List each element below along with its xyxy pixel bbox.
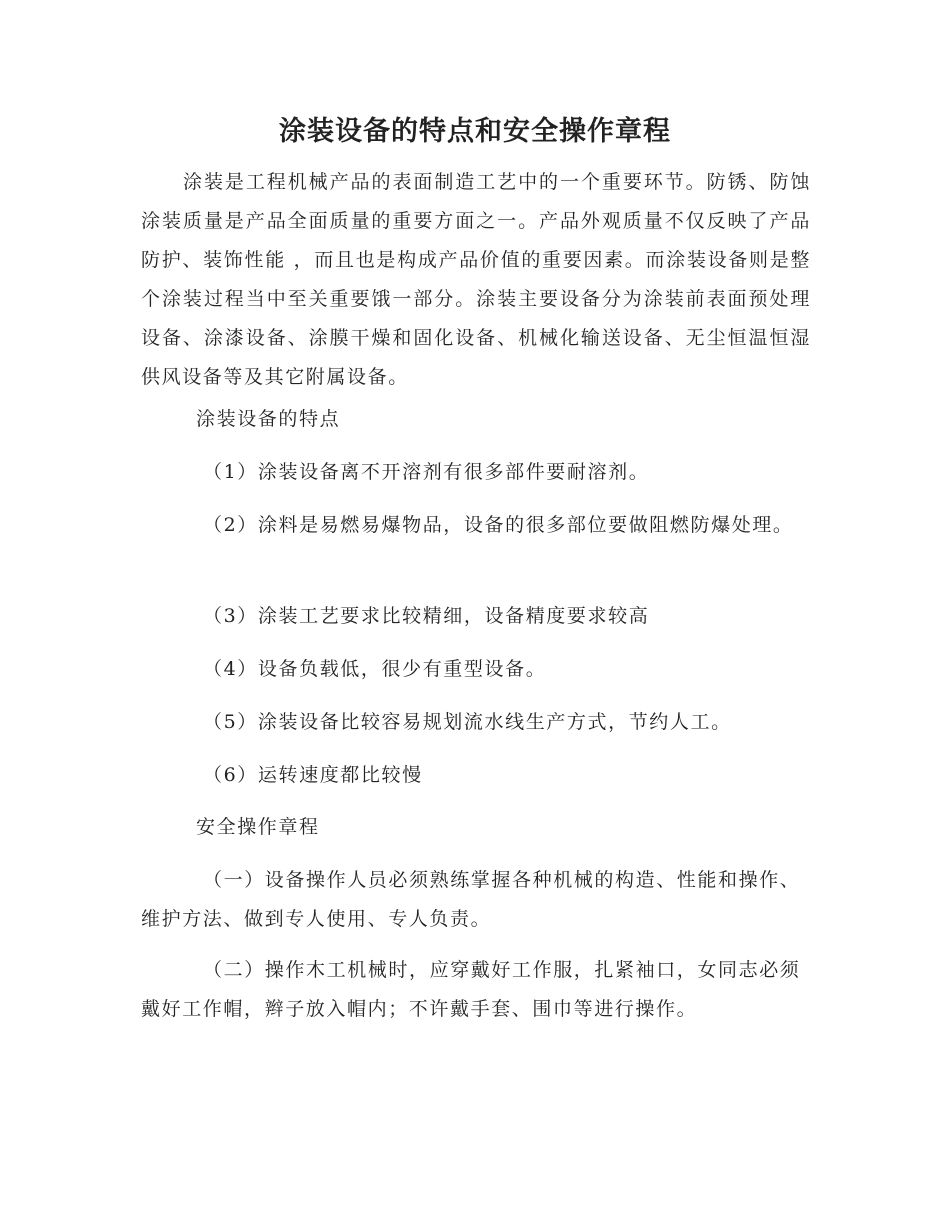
feature-item-6: （6）运转速度都比较慢 bbox=[203, 764, 423, 786]
feature-item-5: （5）涂装设备比较容易规划流水线生产方式，节约人工。 bbox=[203, 711, 732, 733]
rule-item-2: （二）操作木工机械时，应穿戴好工作服，扎紧袖口，女同志必须戴好工作帽，辫子放入帽内；不许戴手套、围巾等进行操作。 bbox=[141, 959, 801, 1020]
feature-item-1: （1）涂装设备离不开溶剂有很多部件要耐溶剂。 bbox=[203, 461, 650, 483]
feature-item-3: （3）涂装工艺要求比较精细，设备精度要求较高 bbox=[203, 605, 650, 627]
feature-item-2: （2）涂料是易燃易爆物品，设备的很多部位要做阻燃防爆处理。 bbox=[203, 514, 794, 536]
intro-paragraph: 涂装是工程机械产品的表面制造工艺中的一个重要环节。防锈、防蚀涂装质量是产品全面质量的重要方面之一。产品外观质量不仅反映了产品防护、装饰性能 ，而且也是构成产品价值的重要因素。而涂装设备则是整个涂装过程当中至关重要饿一部分。涂装主要设备分为涂装前表面预处理设备、涂漆设备、涂膜干燥和固化设备、机械化输送设备、无尘恒温恒湿供风设备等及其它附属设备。 bbox=[141, 171, 811, 388]
document-title: 涂装设备的特点和安全操作章程 bbox=[279, 116, 671, 147]
feature-item-4: （4）设备负载低，很少有重型设备。 bbox=[203, 658, 547, 680]
rule-item-1: （一）设备操作人员必须熟练掌握各种机械的构造、性能和操作、维护方法、做到专人使用、专人负责。 bbox=[141, 869, 801, 930]
rules-heading: 安全操作章程 bbox=[196, 816, 320, 838]
features-heading: 涂装设备的特点 bbox=[196, 408, 341, 430]
